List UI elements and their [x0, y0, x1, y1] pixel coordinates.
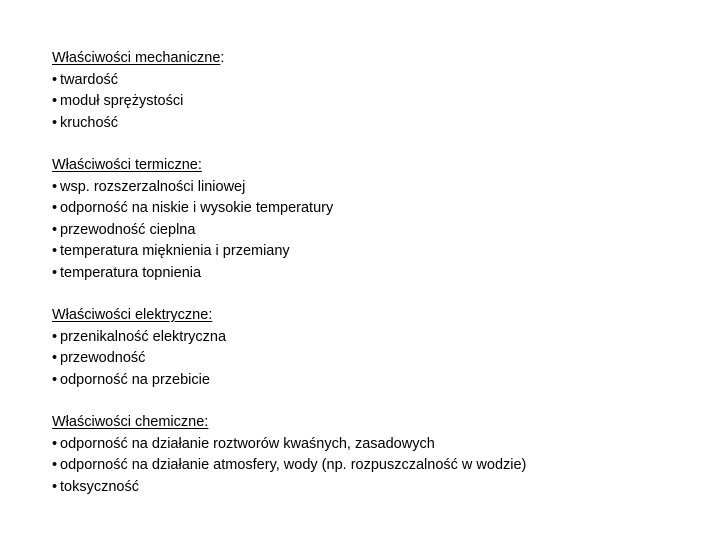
bullet-icon: • [52, 93, 58, 109]
list-item-text: przenikalność elektryczna [60, 328, 227, 345]
list-item-text: odporność na działanie atmosfery, wody (np. rozpuszczalność w wodzie) [60, 457, 527, 473]
list-item-text: odporność na działanie roztworów kwaśnych, zasadowych [60, 435, 435, 452]
list-item-text: twardość [60, 71, 119, 88]
list-item [52, 177, 692, 199]
bullet-icon: • [52, 114, 58, 131]
bullet-icon: • [52, 264, 58, 281]
bullet-icon: • [52, 178, 58, 195]
section-heading [52, 305, 692, 327]
list-item [52, 348, 692, 370]
list-item-text: odporność na przebicie [60, 371, 210, 388]
list-item [52, 241, 692, 263]
list-item-text: temperatura topnienia [60, 264, 202, 281]
section-heading [52, 155, 692, 177]
list-item-text: moduł sprężystości [60, 93, 184, 109]
bullet-icon: • [52, 435, 58, 452]
list-item [52, 70, 692, 92]
bullet-icon: • [52, 350, 58, 366]
list-item [52, 220, 692, 242]
section-electrical [52, 305, 692, 391]
list-item [52, 455, 692, 477]
slide-content [52, 48, 692, 519]
list-item-text: temperatura mięknienia i przemiany [60, 243, 290, 259]
list-item-text: wsp. rozszerzalności liniowej [60, 178, 246, 195]
list-item [52, 477, 692, 499]
heading-text: Właściwości chemiczne: [52, 414, 209, 430]
list-item-text: przewodność [60, 350, 146, 366]
heading-text: Właściwości elektryczne: [52, 307, 213, 323]
section-thermal [52, 155, 692, 284]
list-item [52, 327, 692, 349]
list-item-text: odporność na niskie i wysokie temperatury [60, 200, 334, 216]
bullet-icon: • [52, 478, 58, 495]
bullet-icon: • [52, 221, 58, 238]
bullet-icon: • [52, 328, 58, 345]
section-heading [52, 412, 692, 434]
list-item [52, 370, 692, 392]
list-item [52, 91, 692, 113]
section-mechanical [52, 48, 692, 134]
bullet-icon: • [52, 243, 58, 259]
bullet-icon: • [52, 71, 58, 88]
list-item [52, 434, 692, 456]
list-item [52, 198, 692, 220]
heading-text: Właściwości mechaniczne [52, 50, 221, 66]
bullet-icon: • [52, 457, 58, 473]
heading-text: Właściwości termiczne: [52, 157, 202, 173]
section-chemical [52, 412, 692, 498]
list-item-text: kruchość [60, 114, 119, 131]
list-item [52, 113, 692, 135]
list-item-text: przewodność cieplna [60, 221, 196, 238]
bullet-icon: • [52, 200, 58, 216]
section-heading [52, 48, 692, 70]
list-item-text: toksyczność [60, 478, 139, 495]
bullet-icon: • [52, 371, 58, 388]
heading-suffix: : [220, 50, 225, 66]
list-item [52, 263, 692, 285]
